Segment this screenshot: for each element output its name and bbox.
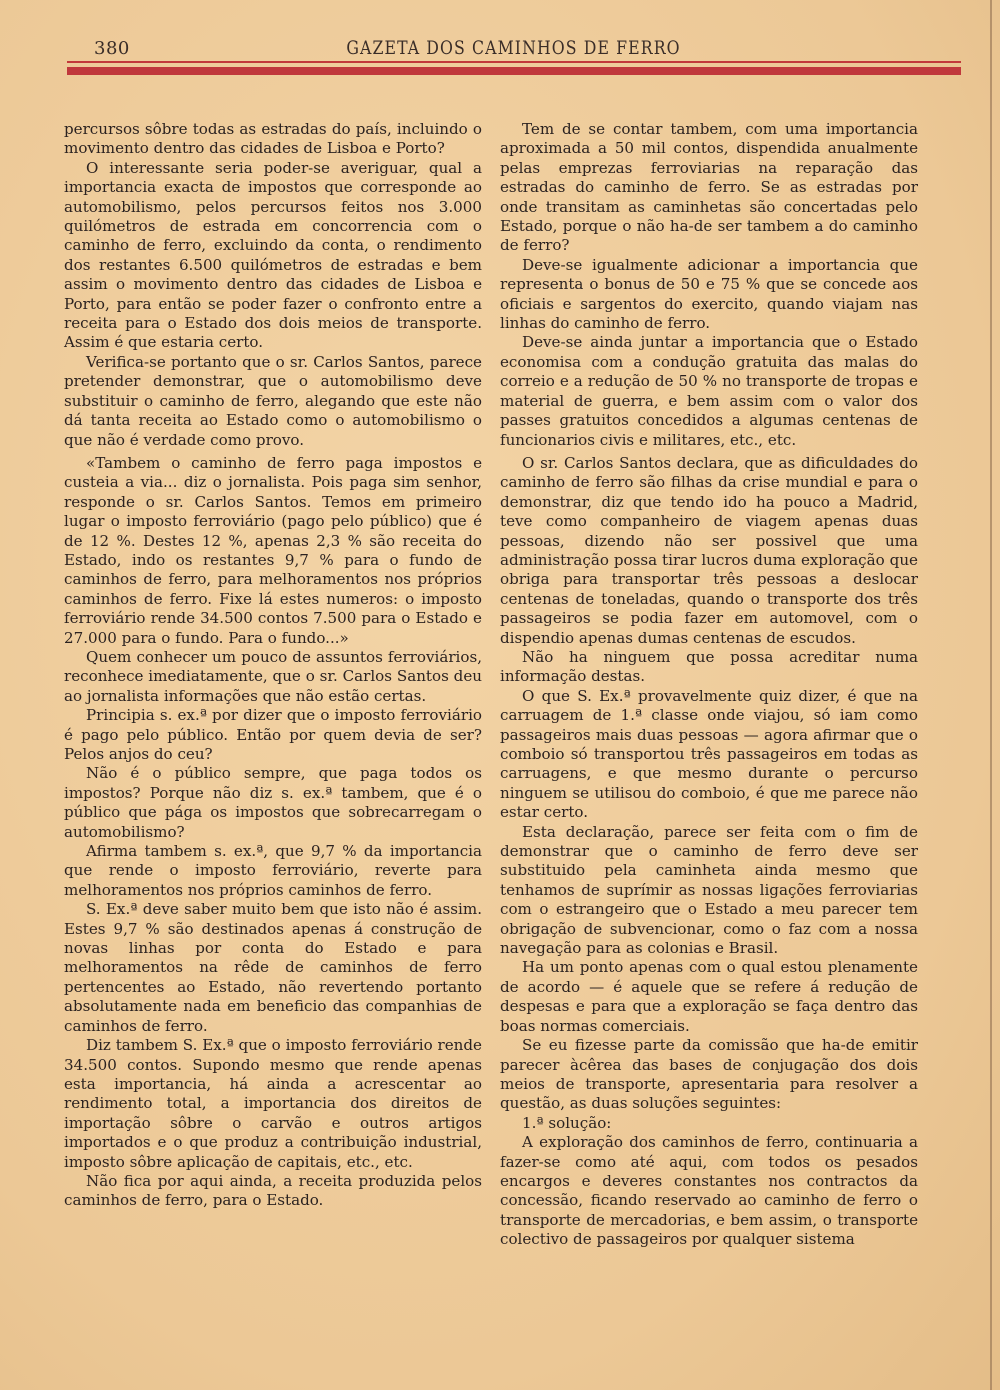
paragraph: Principia s. ex.ª por dizer que o imposto ferroviário é pago pelo público. Então por quem devia de ser? Pelos anjos do ceu? — [64, 706, 482, 763]
header-rule-thin — [67, 61, 961, 63]
page-number: 380 — [94, 38, 130, 59]
paragraph: Esta declaração, parece ser feita com o fim de demonstrar que o caminho de ferro deve ser substituido pela caminheta ainda mesmo que tenhamos de suprímir as nossas ligações ferroviarias com o estrangeiro que o Estado a meu parecer tem obrigação de subvencionar, como o faz com a nossa navegação para as colonias e Brasil. — [500, 822, 918, 958]
paragraph: S. Ex.ª deve saber muito bem que isto não é assim. Estes 9,7 % são destinados apenas á construção de novas linhas por conta do Estado e para melhoramentos na rêde de caminhos de ferro pertencentes ao Estado, não revertendo portanto absolutamente nada em beneficio das companhias de caminhos de ferro. — [64, 900, 482, 1035]
paragraph: Tem de se contar tambem, com uma importancia aproximada a 50 mil contos, dispendida anualmente pelas emprezas ferroviarias na reparação das estradas do caminho de ferro. Se as estradas por onde transitam as caminhetas são concertadas pelo Estado, porque o não ha-de ser tambem a do caminho de ferro? — [500, 120, 918, 255]
paragraph: A exploração dos caminhos de ferro, continuaria a fazer-se como até aqui, com todos os pesados encargos e deveres constantes nos contractos da concessão, ficando reservado ao caminho de ferro o transporte de mercadorias, e bem assim, o transporte colectivo de passageiros por qualquer sistema — [500, 1133, 918, 1249]
running-header — [65, 34, 962, 64]
paragraph: Não é o público sempre, que paga todos os impostos? Porque não diz s. ex.ª tambem, que é o público que pága os impostos que sobrecarregam o automobilismo? — [64, 764, 482, 841]
paragraph: Se eu fizesse parte da comissão que ha-de emitir parecer àcêrea das bases de conjugação dos dois meios de transporte, apresentaria para resolver a questão, as duas soluções seguintes: — [500, 1036, 918, 1113]
paragraph: Deve-se igualmente adicionar a importancia que representa o bonus de 50 e 75 % que se concede aos oficiais e sargentos do exercito, quando viajam nas linhas do caminho de ferro. — [500, 255, 918, 333]
paragraph: O sr. Carlos Santos declara, que as dificuldades do caminho de ferro são filhas da crise mundial e para o demonstrar, diz que tendo ido ha pouco a Madrid, teve como companheiro de viagem apenas duas pessoas, dizendo não ser possivel que uma administração possa tirar lucros duma exploração que obriga para transportar três pessoas a deslocar centenas de toneladas, quando o transporte dos três passageiros se podia fazer em automovel, com o dispendio apenas dumas centenas de escudos. — [500, 453, 918, 647]
left-column — [64, 120, 482, 1211]
paragraph: percursos sôbre todas as estradas do país, incluindo o movimento dentro das cidades de Lisboa e Porto? — [64, 120, 482, 158]
section-label: 1.ª solução: — [522, 1113, 612, 1132]
paragraph: Verifica-se portanto que o sr. Carlos Santos, parece pretender demonstrar, que o automobilismo deve substituir o caminho de ferro, alegando que este não dá tanta receita ao Estado como o automobilismo o que não é verdade como provo. — [64, 352, 482, 449]
paragraph: Quem conhecer um pouco de assuntos ferroviários, reconhece imediatamente, que o sr. Carlos Santos deu ao jornalista informações que não estão certas. — [64, 647, 482, 705]
right-column — [500, 120, 918, 1250]
paragraph: Diz tambem S. Ex.ª que o imposto ferroviário rende 34.500 contos. Supondo mesmo que rende apenas esta importancia, há ainda a acrescentar ao rendimento total, a importancia dos direitos de importação sôbre o carvão e outros artigos importados e o que produz a contribuição industrial, imposto sôbre aplicação de capitais, etc., etc. — [64, 1036, 482, 1171]
journal-title: GAZETA DOS CAMINHOS DE FERRO — [346, 37, 681, 59]
paragraph: Ha um ponto apenas com o qual estou plenamente de acordo — é aquele que se refere á redução de despesas e para que a exploração se faça dentro das boas normas comerciais. — [500, 958, 918, 1035]
paragraph: O interessante seria poder-se averiguar, qual a importancia exacta de impostos que corresponde ao automobilismo, pelos percursos feitos nos 3.000 quilómetros de estrada em concorrencia com o caminho de ferro, excluindo da conta, o rendimento dos restantes 6.500 quilómetros de estradas e bem assim o movimento dentro das cidades de Lisboa e Porto, para então se poder fazer o confronto entre a receita para o Estado dos dois meios de transporte. Assim é que estaria certo. — [64, 158, 482, 352]
paragraph: Afirma tambem s. ex.ª, que 9,7 % da importancia que rende o imposto ferroviário, reverte para melhoramentos nos próprios caminhos de ferro. — [64, 842, 482, 899]
paragraph: Não ha ninguem que possa acreditar numa informação destas. — [500, 647, 918, 686]
header-rule-thick — [67, 67, 961, 75]
paragraph: «Tambem o caminho de ferro paga impostos e custeia a via... diz o jornalista. Pois paga sim senhor, responde o sr. Carlos Santos. Temos em primeiro lugar o imposto ferroviário (pago pelo público) que é de 12 %. Destes 12 %, apenas 2,3 % são receita do Estado, indo os restantes 9,7 % para o fundo de caminhos de ferro, para melhoramentos nos próprios caminhos de ferro. Fixe lá estes numeros: o imposto ferroviário rende 34.500 contos 7.500 para o Estado e 27.000 para o fundo. Para o fundo...» — [64, 453, 482, 647]
paragraph: Não fica por aqui ainda, a receita produzida pelos caminhos de ferro, para o Estado. — [64, 1171, 482, 1210]
paragraph: O que S. Ex.ª provavelmente quiz dizer, é que na carruagem de 1.ª classe onde viajou, só iam como passageiros mais duas pessoas — agora afirmar que o comboio só transportou três passageiros em todas as carruagens, e que mesmo durante o percurso ninguem se utilisou do comboio, é que me parece não estar certo. — [500, 686, 918, 822]
paragraph: Deve-se ainda juntar a importancia que o Estado economisa com a condução gratuita das malas do correio e a redução de 50 % no transporte de tropas e material de guerra, e bem assim com o valor dos passes gratuitos concedidos a algumas centenas de funcionarios civis e militares, etc., etc. — [500, 333, 918, 449]
page-edge — [990, 0, 992, 1390]
